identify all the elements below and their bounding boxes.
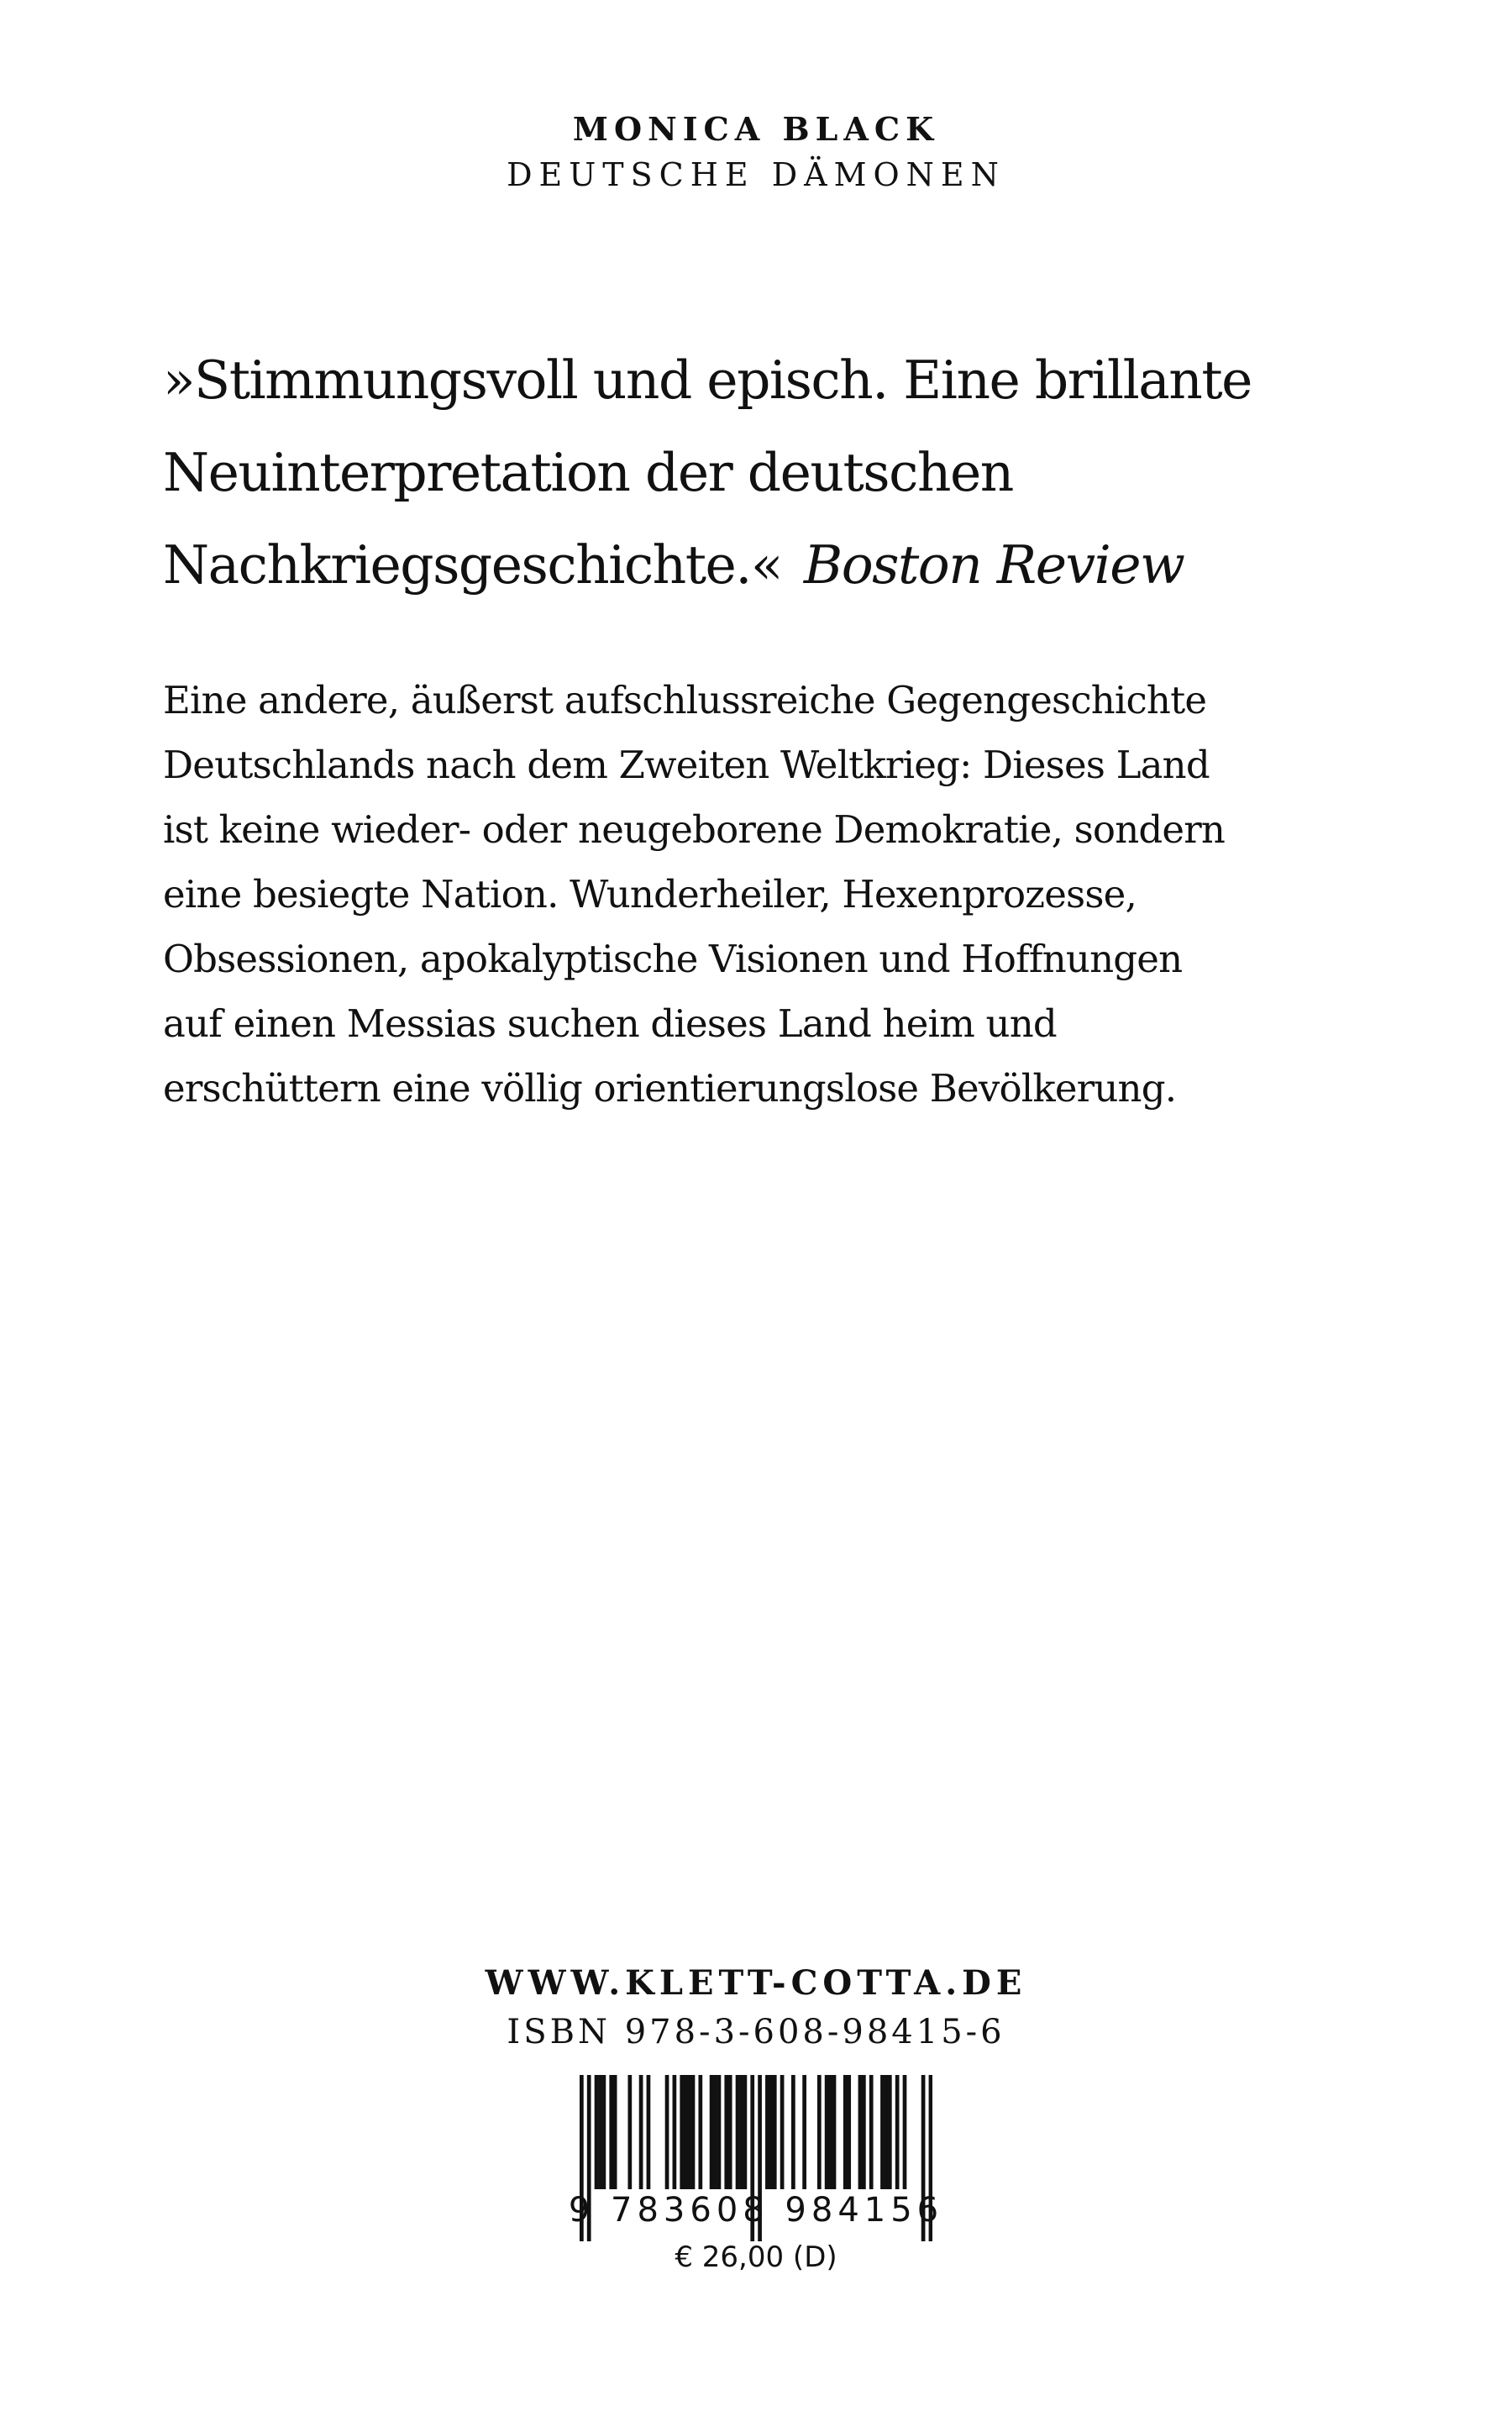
- blurb-line: ist keine wieder- oder neugeborene Demokratie, sondern: [163, 807, 1226, 852]
- barcode-bar: [717, 2075, 722, 2189]
- blurb-line: eine besiegte Nation. Wunderheiler, Hexenprozesse,: [163, 872, 1137, 917]
- quote-line: Neuinterpretation der deutschen: [163, 442, 1013, 503]
- quote-line-last: [163, 519, 1356, 612]
- blurb-line: Eine andere, äußerst aufschlussreiche Gegengeschichte: [163, 678, 1207, 722]
- barcode-bar: [888, 2075, 892, 2189]
- book-title: DEUTSCHE DÄMONEN: [507, 156, 1005, 193]
- publisher-url[interactable]: WWW.KLETT-COTTA.DE: [485, 1963, 1027, 2003]
- barcode-bar: [903, 2075, 907, 2189]
- barcode-bar: [832, 2075, 837, 2189]
- blurb-line: Deutschlands nach dem Zweiten Weltkrieg: Dieses Land: [163, 743, 1210, 787]
- quote-line-text: Nachkriegsgeschichte.«: [163, 534, 782, 596]
- quote-line: »Stimmungsvoll und episch. Eine brillante: [163, 349, 1252, 411]
- barcode-bar: [691, 2075, 696, 2189]
- blurb-line: auf einen Messias suchen dieses Land heim und: [163, 1001, 1057, 1046]
- barcode-bar: [843, 2075, 848, 2189]
- barcode-bar: [713, 2075, 717, 2189]
- barcode-bar: [817, 2075, 822, 2189]
- barcode-bar: [710, 2075, 714, 2189]
- quote-source: Boston Review: [803, 534, 1184, 596]
- barcode-bar: [869, 2075, 874, 2189]
- barcode-bar: [769, 2075, 773, 2189]
- blurb-line: erschüttern eine völlig orientierungslose Bevölkerung.: [163, 1066, 1177, 1111]
- barcode-bar: [880, 2075, 885, 2189]
- barcode-digits: 9 783608 984156: [568, 2191, 944, 2230]
- barcode-bar: [684, 2075, 688, 2189]
- barcode-bar: [828, 2075, 832, 2189]
- barcode-bar: [858, 2075, 863, 2189]
- barcode-bar: [647, 2075, 651, 2189]
- barcode-bar: [791, 2075, 795, 2189]
- barcode-bar: [724, 2075, 728, 2189]
- barcode-bar: [698, 2075, 702, 2189]
- blurb-line: Obsessionen, apokalyptische Visionen und Hoffnungen: [163, 937, 1183, 981]
- isbn-text: ISBN 978-3-608-98415-6: [507, 2013, 1005, 2051]
- barcode-bar: [595, 2075, 599, 2189]
- barcode-bar: [765, 2075, 769, 2189]
- barcode-bar: [728, 2075, 732, 2189]
- cover-header: [0, 108, 1512, 198]
- barcode-bar: [825, 2075, 829, 2189]
- cover-footer: [0, 1959, 1512, 2056]
- barcode-bar: [862, 2075, 866, 2189]
- author-name: MONICA BLACK: [572, 110, 940, 148]
- barcode-bar: [680, 2075, 684, 2189]
- barcode-bar: [847, 2075, 851, 2189]
- barcode-bar: [802, 2075, 806, 2189]
- barcode-bar: [736, 2075, 740, 2189]
- barcode-bar: [895, 2075, 900, 2189]
- barcode-bar: [673, 2075, 677, 2189]
- barcode-bar: [598, 2075, 602, 2189]
- price-label: € 26,00 (D): [675, 2240, 837, 2274]
- book-blurb: [163, 668, 1356, 1121]
- barcode-bar: [780, 2075, 785, 2189]
- barcode-bar: [639, 2075, 643, 2189]
- review-quote: [163, 334, 1356, 612]
- barcode-bar: [609, 2075, 613, 2189]
- barcode-bar: [743, 2075, 748, 2189]
- barcode-bar: [602, 2075, 606, 2189]
- barcode-bar: [773, 2075, 777, 2189]
- barcode-bar: [885, 2075, 889, 2189]
- barcode-bar: [687, 2075, 691, 2189]
- barcode-bar: [739, 2075, 743, 2189]
- barcode-bar: [665, 2075, 669, 2189]
- barcode-bar: [627, 2075, 632, 2189]
- barcode-bar: [613, 2075, 617, 2189]
